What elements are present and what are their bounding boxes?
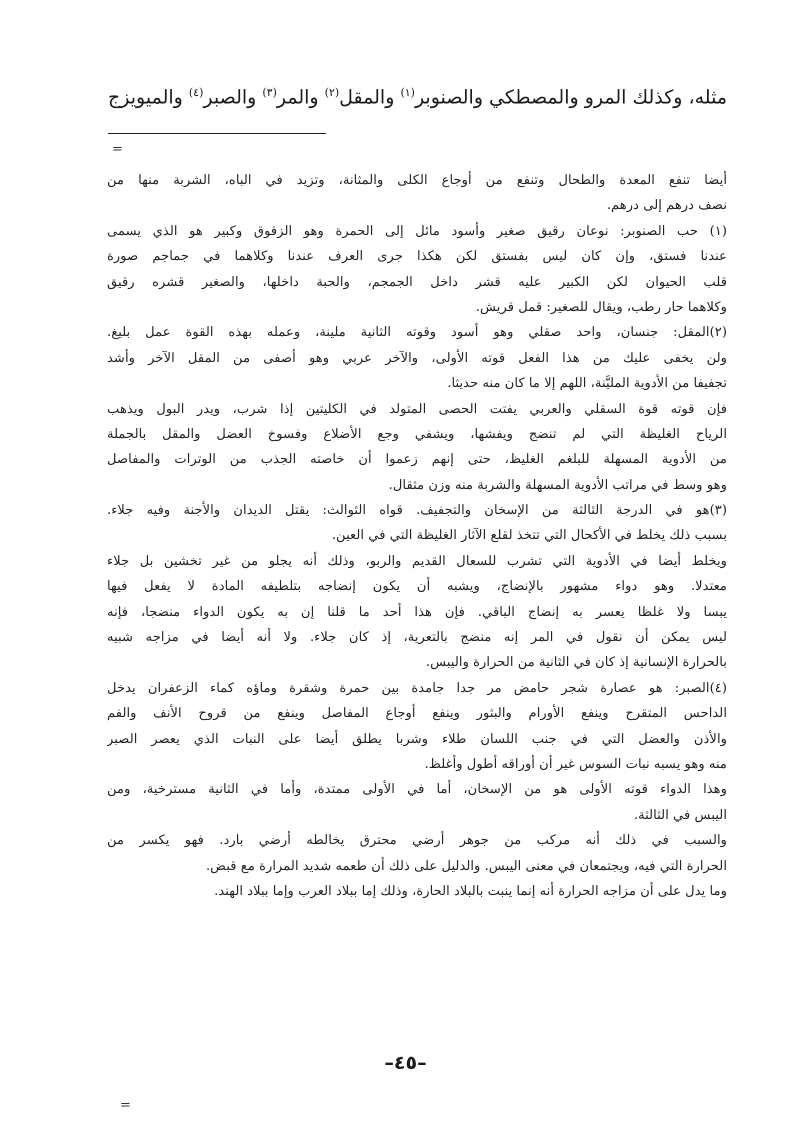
footnote-line: بالحرارة الإنسانية إذ كان في الثانية من الحرارة واليبس. [425, 655, 727, 671]
footnote-line: (٣)هو في الدرجة الثالثة من الإسخان والتجفيف. قواه الثوالث: يقتل الديدان والأجنة وفيه جلاء. [107, 503, 727, 519]
footnote-line: الحرارة التي فيه، ويجتمعان في معنى اليبس. والدليل على ذلك أن طعمه شديد المرارة مع قبض. [205, 858, 727, 874]
footnote-line: من الأدوية المسهلة للبلغم الغليظ، حتى إنهم زعموا أن خاصته الجذب من الوترات والمفاصل [107, 452, 727, 468]
footnote-line: (٤)الصبر: هو عصارة شجر حامض مر جدا جامدة بين حمرة وشقرة وماؤه كماء الزعفران يدخل [107, 680, 727, 696]
page-number: –٤٥– [384, 1052, 427, 1074]
footnote-line: الرياح الغليظة التي لم تنضج ويفشها، ويشفي وجع الأضلاع وفسوخ العضل والمقل بالجملة [107, 426, 727, 442]
main-text-line [67, 80, 727, 110]
main-text-part: مثله، وكذلك المرو والمصطكي والصنوبر [414, 86, 727, 109]
footnote-line: (٢)المقل: جنسان، واحد صقلي وهو أسود وقوته الثانية ملينة، وعمله بهذه القوة عمل بليغ. [107, 325, 727, 341]
footnote-line: تجفيفا من الأدوية المليَّنة، اللهم إلا ما كان منه حديثا. [447, 376, 727, 392]
footnote-line: ولن يخفى عليك من هذا الفعل قوته الأولى، والآخر عربي وهو أصفى من المقل الآخر وأشد [107, 350, 727, 366]
footnote-continuation-mark: = [112, 142, 122, 157]
footnote-ref-4: (٤) [188, 86, 204, 99]
footnote-line: (١) حب الصنوبر: نوعان رقيق صغير وأسود مائل إلى الحمرة وهو الزقوق وكبير هو الذي يسمى [107, 223, 727, 239]
footnote-line: عندنا فستق، وإن كان ليس بفستق لكن هكذا جرى العرف عندنا وكلاهما في جماجم صورة [107, 249, 727, 265]
footnote-line: منه وهو يسبه نبات السوس غير أن أوراقه أطول وأغلظ. [424, 756, 727, 772]
main-text-part: والمقل [339, 86, 401, 109]
footnote-line: وهو وسط في مراتب الأدوية المسهلة والشربة منه وزن مثقال. [388, 477, 727, 493]
footnote-line: نصف درهم إلى درهم. [606, 198, 727, 214]
footnote-line: والأذن والعضل التي في جنب اللسان طلاء وشربا يطلق أيضا على النبات الذي يعصر الصبر [107, 731, 727, 747]
main-text-part: والميويزج [108, 86, 189, 109]
footnote-ref-2: (٢) [324, 86, 340, 99]
footnote-continuation-mark: = [120, 1098, 130, 1113]
footnote-line: بسبب ذلك يخلط في الأكحال التي تتخذ لقلع الآثار الغليظة التي في العين. [331, 528, 727, 544]
footnote-line: أيضا تنفع المعدة والطحال وتنفع من أوجاع الكلى والمثانة، وتزيد في الباه، الشربة منها من [107, 173, 727, 188]
footnote-line: ويخلط أيضا في الأدوية التي تشرب للسعال القديم والربو، وذلك أنه يجلو من غير تخشين بل جلاء [107, 553, 727, 569]
footnote-ref-3: (٣) [262, 86, 277, 99]
footnote-line: الداحس المتقرح وينفع الأورام والبثور وينفع أوجاع المفاصل وينفع من قروح الأنف والفم [107, 706, 727, 722]
footnote-line: وكلاهما حار رطب، ويقال للصغير: قمل قريش. [475, 299, 727, 315]
footnote-line: فإن قوته قوة السقلي والعربي يفتت الحصى المتولد في الكليتين إذا شرب، ويدر البول ويذهب [107, 401, 727, 417]
footnote-line: وهذا الدواء قوته الأولى هو من الإسخان، أما في الأولى ممتدة، وأما في الثانية مسترخية، ومن [107, 782, 727, 798]
footnotes-block [107, 168, 727, 904]
main-text-part: والمر [276, 86, 325, 109]
footnote-line: يبسا ولا غلظا يعسر به إنضاج الباقي. فإن هذا أحد ما قلنا إن به يكون الدواء منضجا، فإنه [107, 604, 727, 620]
main-text-part: والصبر [203, 86, 263, 109]
footnote-line: ليس يمكن أن نقول في المر إنه منضج بالتعرية، إذ كان جلاء. ولا أنه أيضا في مزاجه شبيه [107, 630, 727, 646]
footnote-line: قلب الحيوان لكن الكبير عليه قشر داخل الجمجم، والحبة داخلها، والصغير قشره رقيق [107, 274, 727, 290]
footnote-line: اليبس في الثالثة. [633, 807, 727, 823]
footnote-ref-1: (١) [400, 86, 415, 99]
footnote-separator [108, 133, 326, 134]
footnote-line: والسبب في ذلك أنه مركب من جوهر أرضي محترق يخالطه أرضي بارد. فهو يكسر من [107, 833, 727, 849]
footnote-line: وما يدل على أن مزاجه الحرارة أنه إنما ينبت بالبلاد الحارة، وذلك إما ببلاد العرب وإما ببلاد الهند. [214, 883, 727, 899]
footnote-line: معتدلا. وهو دواء مشهور بالإنضاج، ويشبه أن يكون إنضاجه بتلطيفه المادة لا يفعل فيها [107, 579, 727, 595]
